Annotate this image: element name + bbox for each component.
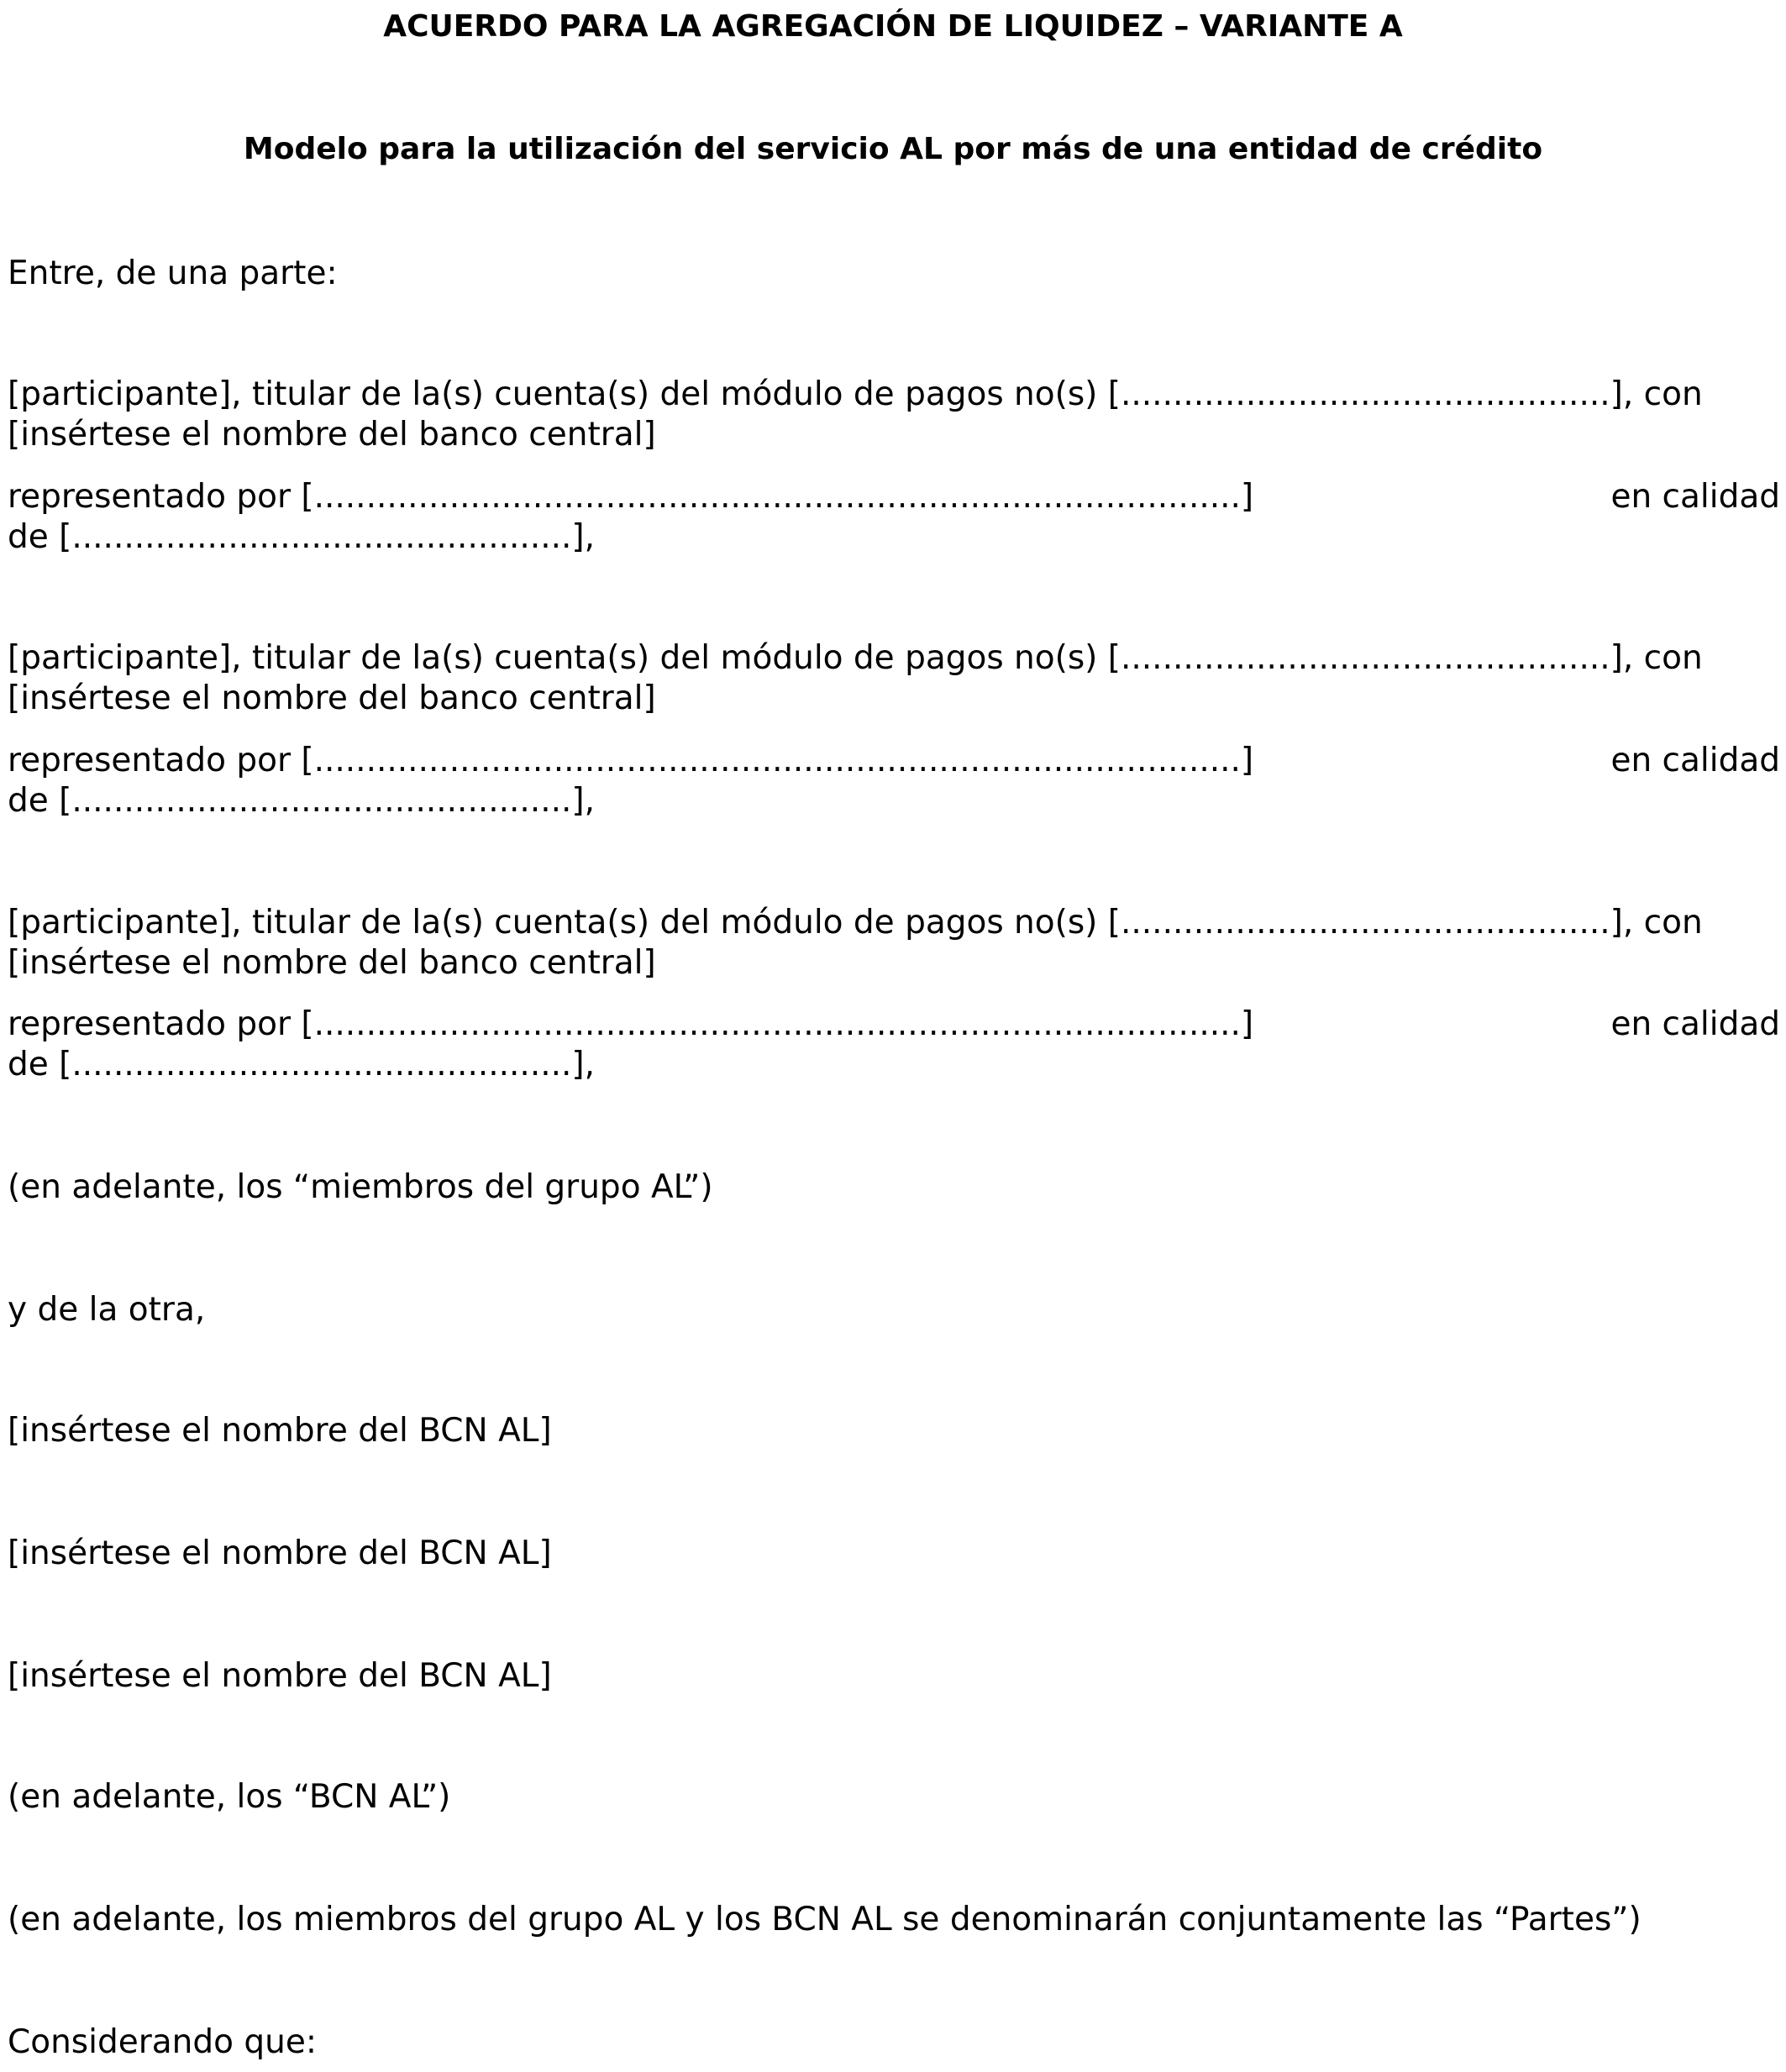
central-bank-1: [insértese el nombre del BCN AL] xyxy=(8,1412,552,1450)
document-subtitle: Modelo para la utilización del servicio AL por más de una entidad de crédito xyxy=(243,132,1543,166)
participant-2-capacity-label: en calidad xyxy=(1610,742,1780,779)
intro-text: Entre, de una parte: xyxy=(8,254,338,292)
central-bank-3: [insértese el nombre del BCN AL] xyxy=(8,1657,552,1695)
participant-1-account-line: [participante], titular de la(s) cuenta(s) del módulo de pagos no(s) [...............................................], con xyxy=(8,375,1703,413)
members-note: (en adelante, los “miembros del grupo AL”) xyxy=(8,1168,713,1206)
participant-2-account-line: [participante], titular de la(s) cuenta(s) del módulo de pagos no(s) [...............................................], con xyxy=(8,639,1703,677)
parties-note: (en adelante, los miembros del grupo AL y los BCN AL se denominarán conjuntamente las “Partes”) xyxy=(8,1901,1642,1938)
bcn-note: (en adelante, los “BCN AL”) xyxy=(8,1778,451,1816)
participant-1-capacity-label: en calidad xyxy=(1610,478,1780,516)
participant-2-capacity: de [................................................], xyxy=(8,782,596,820)
whereas-heading: Considerando que: xyxy=(8,2023,317,2061)
participant-3-account-line: [participante], titular de la(s) cuenta(s) del módulo de pagos no(s) [...............................................], con xyxy=(8,904,1703,942)
central-bank-2: [insértese el nombre del BCN AL] xyxy=(8,1534,552,1572)
participant-2-central-bank: [insértese el nombre del banco central] xyxy=(8,679,656,717)
participant-1-representative: representado por [.........................................................................................] xyxy=(8,478,1254,516)
participant-1-capacity: de [................................................], xyxy=(8,518,596,556)
participant-2-representative: representado por [.........................................................................................] xyxy=(8,742,1254,779)
participant-1-central-bank: [insértese el nombre del banco central] xyxy=(8,416,656,454)
participant-3-representative-line xyxy=(8,1005,1780,1045)
participant-3-central-bank: [insértese el nombre del banco central] xyxy=(8,944,656,982)
document-title: ACUERDO PARA LA AGREGACIÓN DE LIQUIDEZ – VARIANTE A xyxy=(383,9,1403,44)
participant-3-capacity-label: en calidad xyxy=(1610,1005,1780,1043)
participant-1-representative-line xyxy=(8,477,1780,517)
other-party-text: y de la otra, xyxy=(8,1291,206,1329)
participant-3-capacity: de [................................................], xyxy=(8,1046,596,1083)
participant-3-representative: representado por [.........................................................................................] xyxy=(8,1005,1254,1043)
participant-2-representative-line xyxy=(8,741,1780,781)
